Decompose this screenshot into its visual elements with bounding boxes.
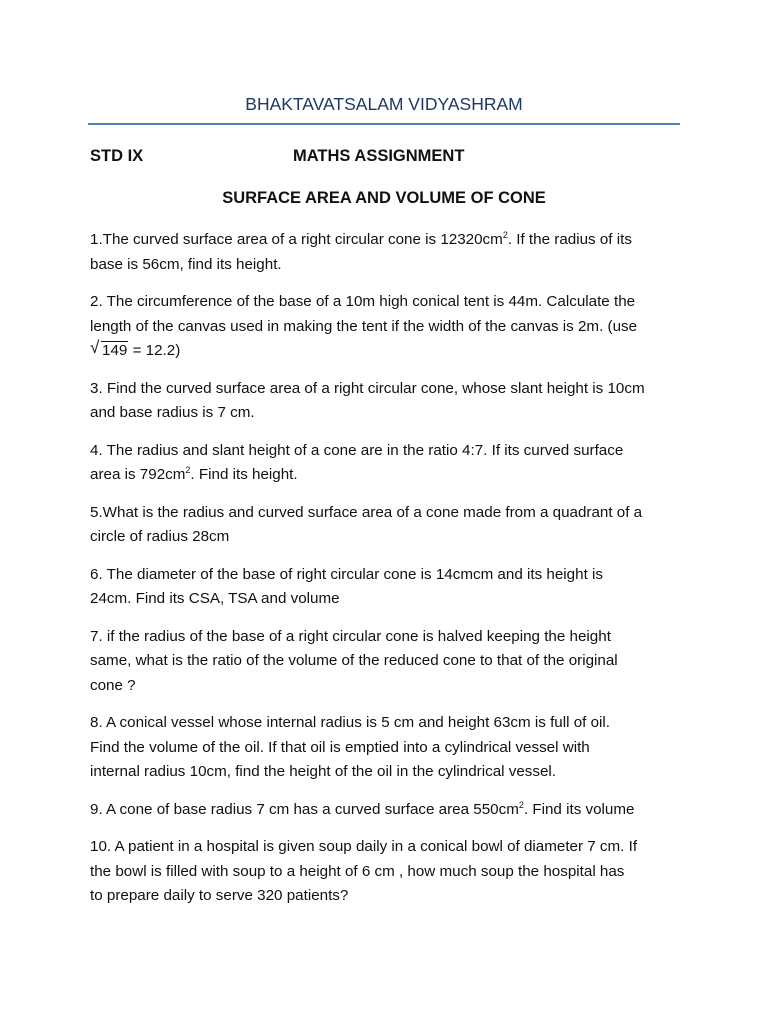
- question-7: 7. if the radius of the base of a right circular cone is halved keeping the height same, what is the ratio of the volume of the reduced cone to that of the original cone ?: [90, 627, 618, 694]
- question-5: 5.What is the radius and curved surface area of a cone made from a quadrant of a circle of radius 28cm: [90, 503, 643, 545]
- question-4: 4. The radius and slant height of a cone are in the ratio 4:7. If its curved surface area is $792cm^2$. Find its height.: [90, 441, 624, 483]
- question-10: 10. A patient in a hospital is given soup daily in a conical bowl of diameter 7 cm. If the bowl is filled with soup to a height of 6 cm , how much soup the hospital has to prepare daily to serve 320 patients?: [90, 838, 638, 904]
- class-label: STD IX: [90, 147, 144, 165]
- assignment-title: MATHS ASSIGNMENT: [293, 147, 465, 165]
- question-2: 2. The circumference of the base of a 10m high conical tent is 44m. Calculate the length of the canvas used in making the tent if the width of the canvas is 2m. (use √ 149 = 12.2): [90, 290, 690, 364]
- question-9: 9. A cone of base radius 7 cm has a curved surface area $550cm^2$. Find its volume: [90, 799, 635, 818]
- school-name: BHAKTAVATSALAM VIDYASHRAM: [245, 94, 523, 114]
- topic-heading: SURFACE AREA AND VOLUME OF CONE: [222, 189, 546, 207]
- question-1: 1.The curved surface area of a right circular cone is $12320cm^2$. If the radius of its base is 56cm, find its height.: [90, 229, 632, 273]
- square-root-expression: √ 149: [90, 338, 128, 359]
- question-3: 3. Find the curved surface area of a right circular cone, whose slant height is 10cm and base radius is 7 cm.: [90, 379, 645, 421]
- question-6: 6. The diameter of the base of right circular cone is 14cmcm and its height is 24cm. Find its CSA, TSA and volume: [90, 565, 603, 607]
- question-list: [90, 228, 690, 922]
- question-8: 8. A conical vessel whose internal radius is 5 cm and height 63cm is full of oil. Find the volume of the oil. If that oil is emptied into a cylindrical vessel with internal radius 10cm, find the height of the oil in the cylindrical vessel.: [90, 714, 611, 780]
- header-divider: [88, 123, 680, 125]
- radical-sign-icon: √: [90, 338, 100, 357]
